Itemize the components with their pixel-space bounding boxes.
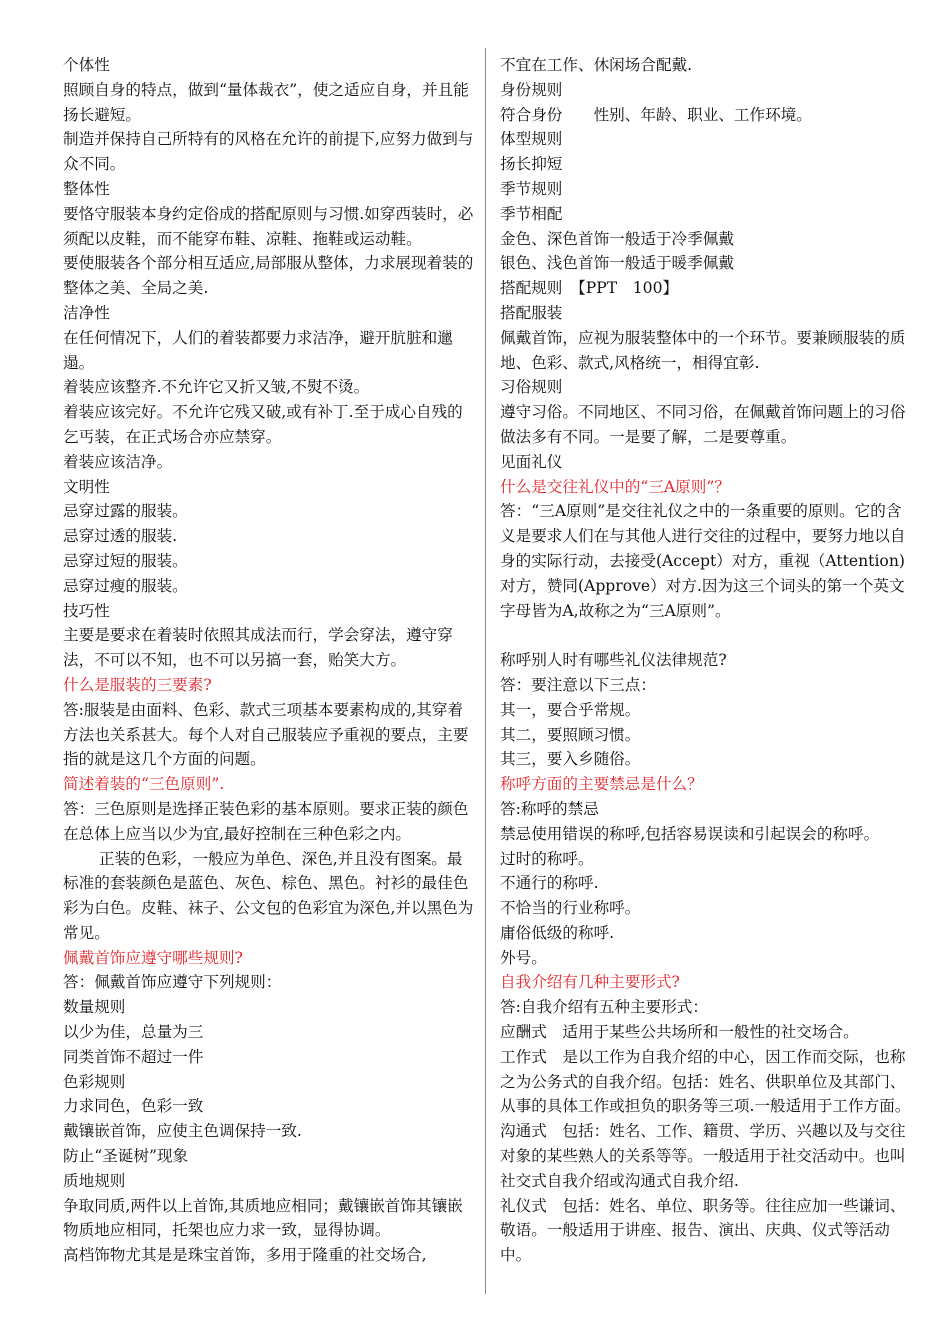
right-paragraph: 银色、浅色首饰一般适于暖季佩戴 — [500, 254, 734, 273]
right-paragraph: 工作式 是以工作为自我介绍的中心，因工作而交际，也称之为公务式的自我介绍。包括：姓名、供职单位及其部门、从事的具体工作或担负的职务等三项.一般适用于工作方面。 — [500, 1047, 911, 1116]
left-question-heading: 佩戴首饰应遵守哪些规则? — [63, 948, 243, 967]
left-paragraph: 忌穿过短的服装。 — [63, 551, 188, 570]
left-paragraph: 色彩规则 — [63, 1072, 126, 1091]
left-paragraph: 答:服装是由面料、色彩、款式三项基本要素构成的,其穿着方法也关系甚大。每个人对自己服装应予重视的要点，主要指的就是这几个方面的问题。 — [63, 700, 469, 769]
left-paragraph: 要恪守服装本身约定俗成的搭配原则与习惯.如穿西装时，必须配以皮鞋，而不能穿布鞋、凉鞋、拖鞋或运动鞋。 — [63, 204, 474, 248]
left-paragraph: 照顾自身的特点，做到“量体裁衣”，使之适应自身，并且能扬长避短。 — [63, 80, 469, 124]
left-paragraph: 制造并保持自己所特有的风格在允许的前提下,应努力做到与众不同。 — [63, 130, 474, 174]
right-question-heading: 什么是交往礼仪中的“三A原则”？ — [500, 477, 730, 496]
right-paragraph: 外号。 — [500, 948, 547, 967]
right-paragraph: 过时的称呼。 — [500, 849, 594, 868]
right-paragraph: 季节相配 — [500, 204, 563, 223]
right-paragraph: 身份规则 — [500, 80, 563, 99]
left-paragraph: 技巧性 — [63, 601, 110, 620]
right-column — [500, 53, 912, 1268]
right-paragraph: 不宜在工作、休闲场合配戴. — [500, 56, 693, 74]
left-question-heading: 简述着装的“三色原则”. — [63, 775, 225, 794]
right-blank-line — [500, 623, 912, 648]
left-paragraph: 同类首饰不超过一件 — [63, 1047, 204, 1066]
right-question-heading: 自我介绍有几种主要形式? — [500, 973, 680, 992]
left-paragraph: 正装的色彩，一般应为单色、深色,并且没有图案。最标准的套装颜色是蓝色、灰色、棕色、黑色。衬衫的最佳色彩为白色。皮鞋、袜子、公文包的色彩宜为深色,并以黑色为常见。 — [63, 849, 474, 942]
left-paragraph: 整体性 — [63, 179, 110, 198]
left-paragraph: 质地规则 — [63, 1171, 126, 1190]
left-question-heading: 什么是服装的三要素? — [63, 675, 212, 694]
left-paragraph: 忌穿过瘦的服装。 — [63, 576, 188, 595]
right-paragraph: 见面礼仪 — [500, 452, 563, 471]
left-paragraph: 着装应该完好。不允许它残又破,或有补丁.至于成心自残的乞丐装，在正式场合亦应禁穿。 — [63, 403, 463, 446]
right-paragraph: 不恰当的行业称呼。 — [500, 899, 641, 918]
right-paragraph: 称呼别人时有哪些礼仪法律规范? — [500, 651, 727, 670]
left-paragraph: 在任何情况下，人们的着装都要力求洁净，避开肮脏和邋遢。 — [63, 328, 453, 372]
right-paragraph: 体型规则 — [500, 130, 563, 149]
right-paragraph: 其三，要入乡随俗。 — [500, 750, 641, 769]
right-paragraph: 庸俗低级的称呼. — [500, 923, 615, 942]
right-paragraph: 答:称呼的禁忌 — [500, 799, 599, 818]
left-paragraph: 答：三色原则是选择正装色彩的基本原则。要求正装的颜色在总体上应当以少为宜,最好控制在三种色彩之内。 — [63, 799, 469, 843]
left-paragraph: 着装应该整齐.不允许它又折又皱,不熨不烫。 — [63, 378, 370, 397]
right-paragraph: 扬长抑短 — [500, 155, 563, 174]
left-paragraph: 忌穿过露的服装。 — [63, 502, 188, 521]
left-paragraph: 力求同色，色彩一致 — [63, 1097, 204, 1116]
right-paragraph: 答:自我介绍有五种主要形式： — [500, 998, 708, 1017]
right-question-heading: 称呼方面的主要禁忌是什么？ — [500, 775, 703, 794]
left-paragraph: 防止“圣诞树”现象 — [63, 1147, 189, 1166]
right-paragraph: 答：要注意以下三点： — [500, 675, 656, 694]
right-paragraph: 禁忌使用错误的称呼,包括容易误读和引起误会的称呼。 — [500, 824, 880, 843]
left-paragraph: 要使服装各个部分相互适应,局部服从整体，力求展现着装的整体之美、全局之美. — [63, 254, 474, 298]
right-paragraph: 搭配规则 【PPT 100】 — [500, 279, 679, 298]
column-divider — [485, 48, 486, 1294]
left-paragraph: 个体性 — [63, 56, 110, 74]
left-paragraph: 文明性 — [63, 477, 110, 496]
right-paragraph: 答：“三A原则”是交往礼仪之中的一条重要的原则。它的含义是要求人们在与其他人进行交往的过程中，要努力地以自身的实际行动，去接受(Accept）对方，重视（Attention)对方，赞同(Approve）对方.因为这三个词头的第一个英文字母皆为A,故称之为“三A原则”。 — [500, 502, 906, 620]
right-paragraph: 礼仪式 包括：姓名、单位、职务等。往往应加一些谦词、敬语。一般适用于讲座、报告、演出、庆典、仪式等活动中。 — [500, 1196, 906, 1265]
right-paragraph: 其二，要照顾习惯。 — [500, 725, 641, 744]
left-paragraph: 争取同质,两件以上首饰,其质地应相同；戴镶嵌首饰其镶嵌物质地应相同，托架也应力求一致，显得协调。 — [63, 1196, 463, 1240]
left-paragraph: 数量规则 — [63, 998, 126, 1017]
right-paragraph: 搭配服装 — [500, 303, 563, 322]
right-paragraph: 其一，要合乎常规。 — [500, 700, 641, 719]
left-paragraph: 洁净性 — [63, 303, 110, 322]
right-paragraph: 佩戴首饰，应视为服装整体中的一个环节。要兼顾服装的质地、色彩、款式,风格统一，相得宜彰. — [500, 328, 906, 372]
right-paragraph: 符合身份 性别、年龄、职业、工作环境。 — [500, 105, 812, 124]
left-paragraph: 忌穿过透的服装. — [63, 527, 178, 546]
right-paragraph: 习俗规则 — [500, 378, 563, 397]
right-paragraph: 不通行的称呼. — [500, 874, 599, 893]
left-paragraph: 以少为佳，总量为三 — [63, 1023, 204, 1042]
left-paragraph: 高档饰物尤其是是珠宝首饰，多用于隆重的社交场合, — [63, 1246, 427, 1265]
right-paragraph: 应酬式 适用于某些公共场所和一般性的社交场合。 — [500, 1023, 859, 1042]
left-column — [63, 53, 476, 1268]
right-paragraph: 遵守习俗。不同地区、不同习俗，在佩戴首饰问题上的习俗做法多有不同。一是要了解，二是要尊重。 — [500, 403, 906, 446]
left-paragraph: 戴镶嵌首饰，应使主色调保持一致. — [63, 1122, 302, 1141]
right-paragraph: 金色、深色首饰一般适于冷季佩戴 — [500, 229, 734, 248]
left-paragraph: 答：佩戴首饰应遵守下列规则： — [63, 973, 282, 992]
right-paragraph: 季节规则 — [500, 179, 563, 198]
left-paragraph: 主要是要求在着装时依照其成法而行，学会穿法，遵守穿法，不可以不知，也不可以另搞一套，贻笑大方。 — [63, 626, 453, 670]
right-paragraph: 沟通式 包括：姓名、工作、籍贯、学历、兴趣以及与交往对象的某些熟人的关系等等。一般适用于社交活动中。也叫社交式自我介绍或沟通式自我介绍. — [500, 1122, 906, 1190]
left-paragraph: 着装应该洁净。 — [63, 452, 173, 471]
